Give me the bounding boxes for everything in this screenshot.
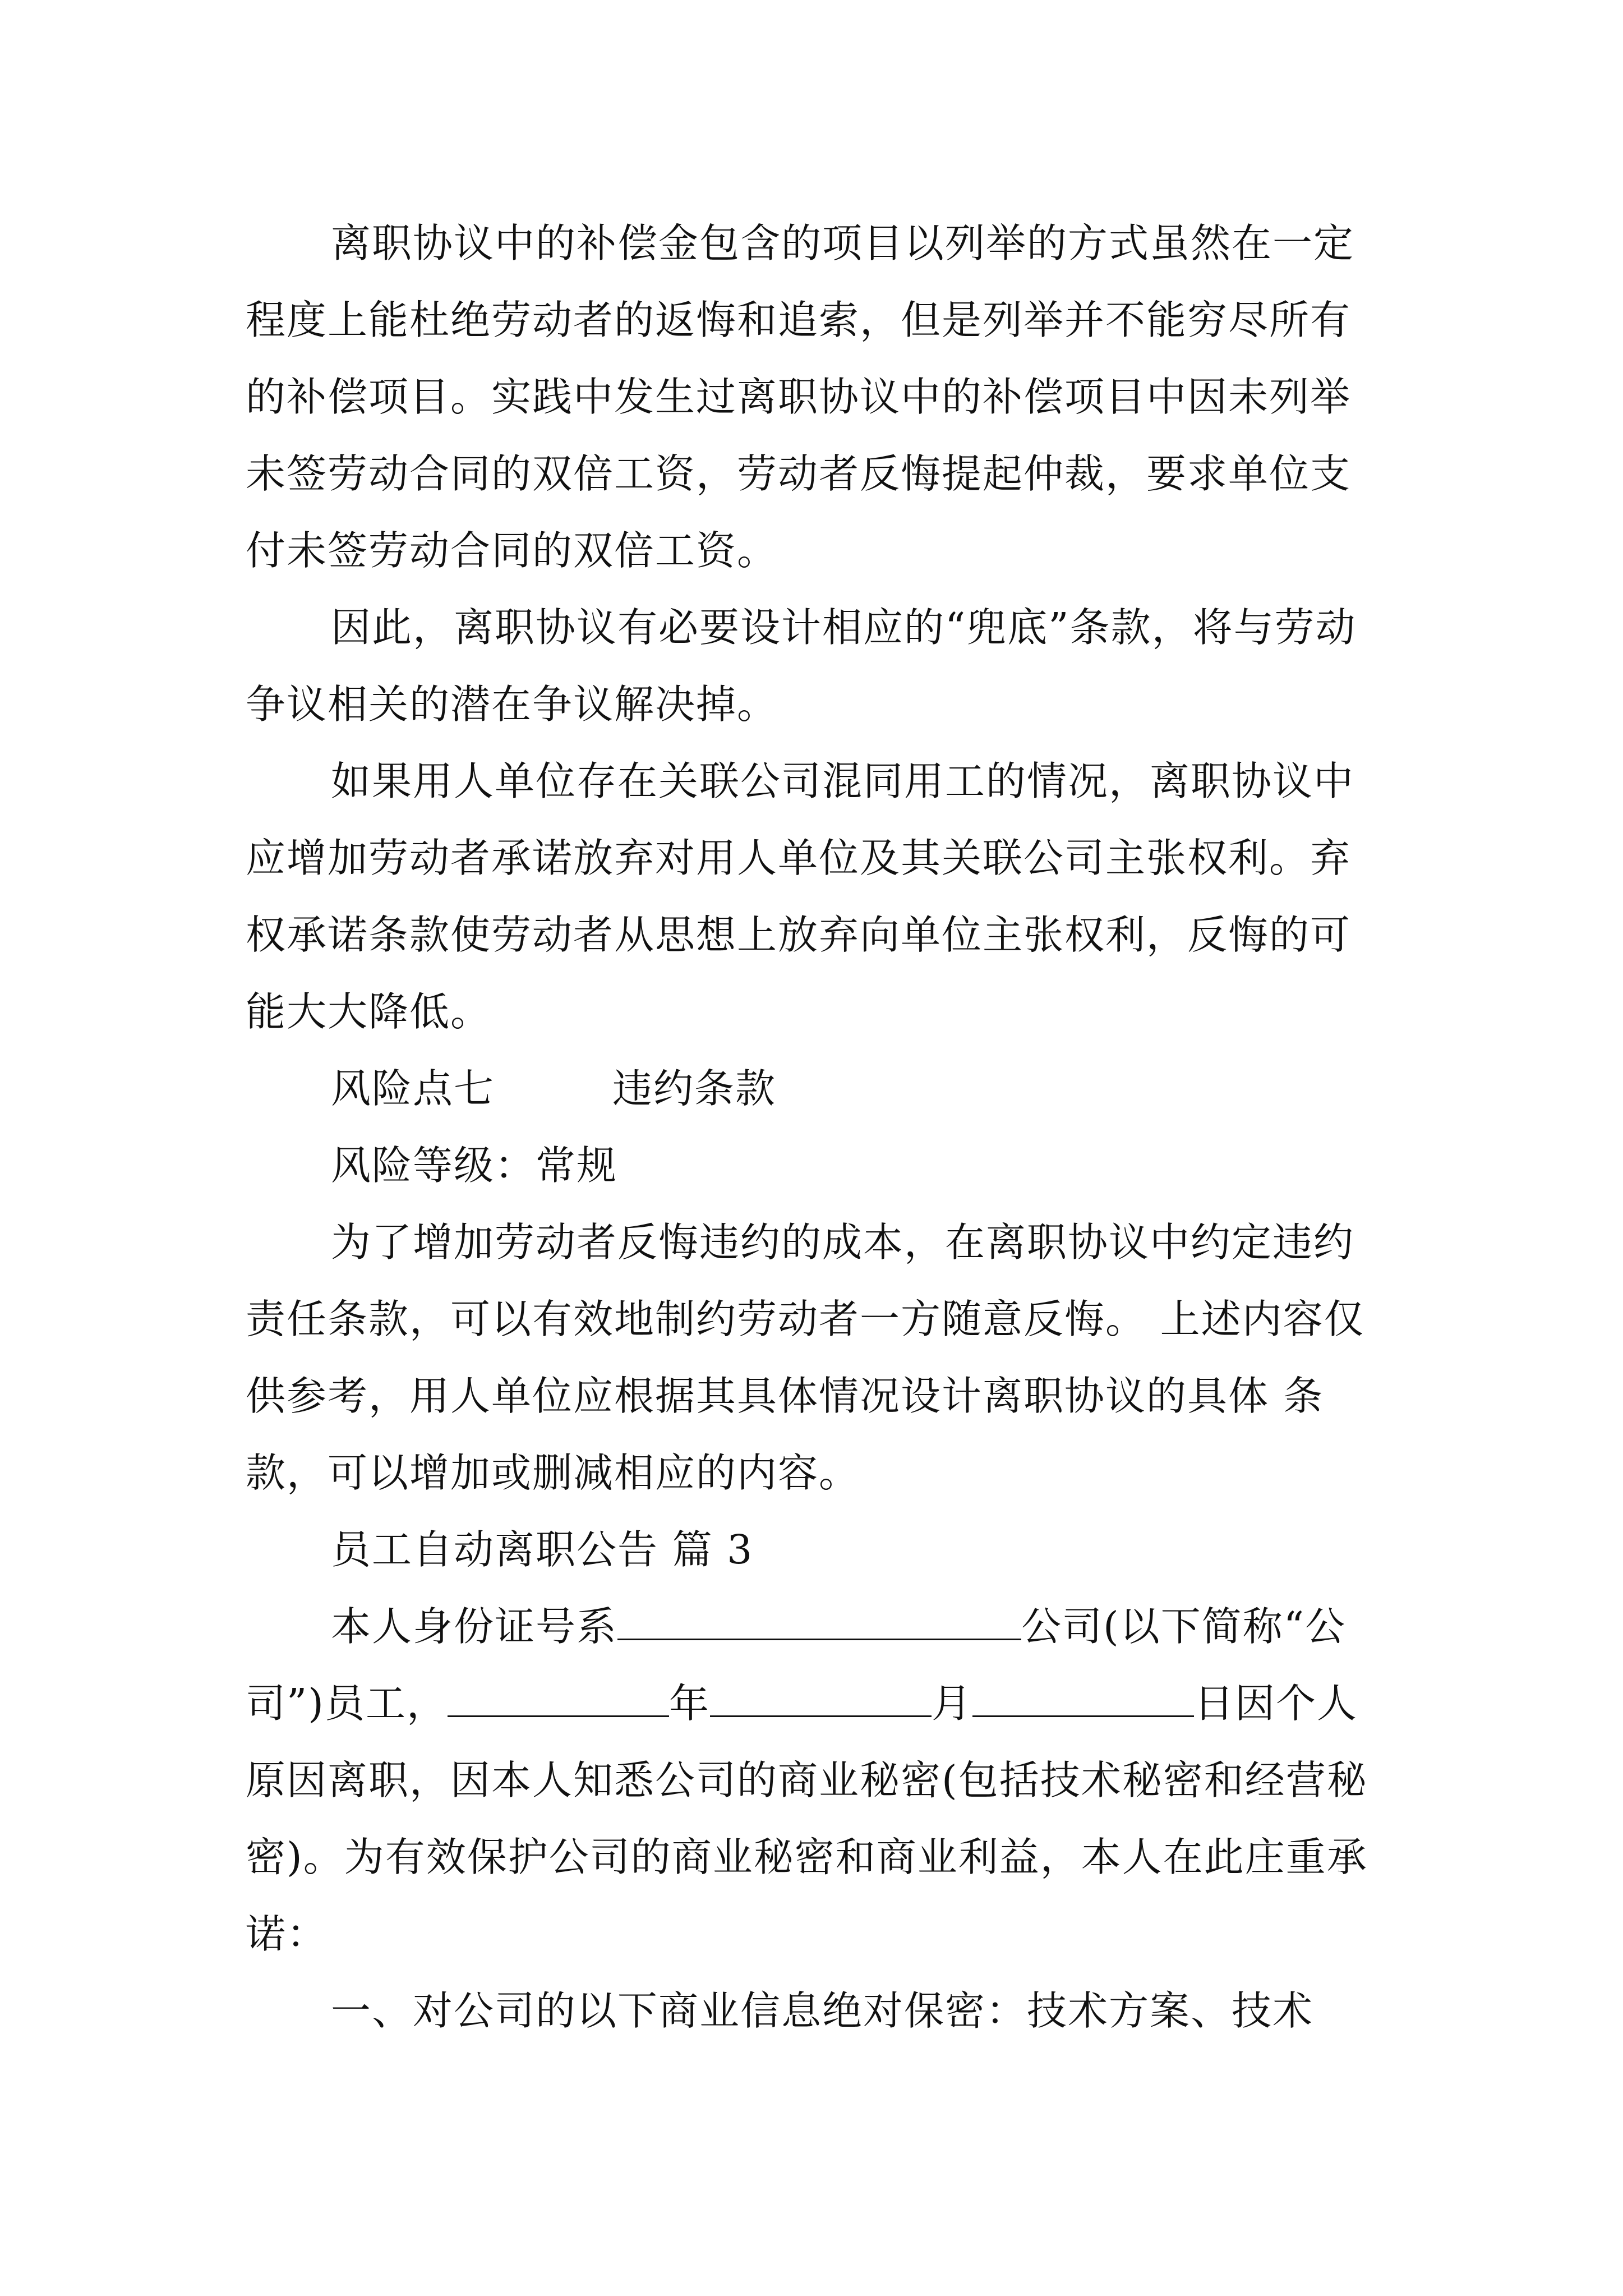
- risk-point-heading: [246, 1050, 1381, 1127]
- paragraph-affiliated-company: 如果用人单位存在关联公司混同用工的情况，离职协议中应增加劳动者承诺放弃对用人单位及其关联公司主张权利。弃权承诺条款使劳动者从思想上放弃向单位主张权利，反悔的可能大大降低。: [246, 758, 1355, 1035]
- paragraph-commitment: 本人身份证号系 公司(以下简称“公司”)员工， 年 月 日因个人原因离职，因本人知悉公司的商业秘密(包括技术秘密和经营秘密)。为有效保护公司的商业秘密和商业利益，本人在此庄重承诺：: [246, 1603, 1368, 1957]
- risk-point-title: 违约条款: [612, 1065, 777, 1112]
- month-blank: [710, 1681, 932, 1717]
- paragraph-breach-clause: 为了增加劳动者反悔违约的成本，在离职协议中约定违约责任条款，可以有效地制约劳动者一方随意反悔。 上述内容仅供参考，用人单位应根据其具体情况设计离职协议的具体 条款，可以增加或删减相应的内容。: [246, 1219, 1365, 1496]
- paragraph-confidentiality-item-1: 一、对公司的以下商业信息绝对保密：技术方案、技术: [331, 1987, 1314, 2034]
- paragraph-catch-all-clause: 因此，离职协议有必要设计相应的“兜底”条款，将与劳动争议相关的潜在争议解决掉。: [246, 604, 1357, 728]
- paragraph-compensation-items: 离职协议中的补偿金包含的项目以列举的方式虽然在一定程度上能杜绝劳动者的返悔和追索，但是列举并不能穷尽所有的补偿项目。实践中发生过离职协议中的补偿项目中因未列举未签劳动合同的双倍工资，劳动者反悔提起仲裁，要求单位支付未签劳动合同的双倍工资。: [246, 220, 1355, 574]
- risk-level: 风险等级：常规: [331, 1142, 618, 1189]
- id-number-blank: [617, 1604, 1021, 1640]
- document-body: [246, 205, 1381, 2049]
- section-heading: 员工自动离职公告 篇 3: [331, 1526, 754, 1573]
- year-blank: [448, 1681, 669, 1717]
- day-blank: [972, 1681, 1194, 1717]
- risk-point-label: 风险点七: [331, 1065, 495, 1112]
